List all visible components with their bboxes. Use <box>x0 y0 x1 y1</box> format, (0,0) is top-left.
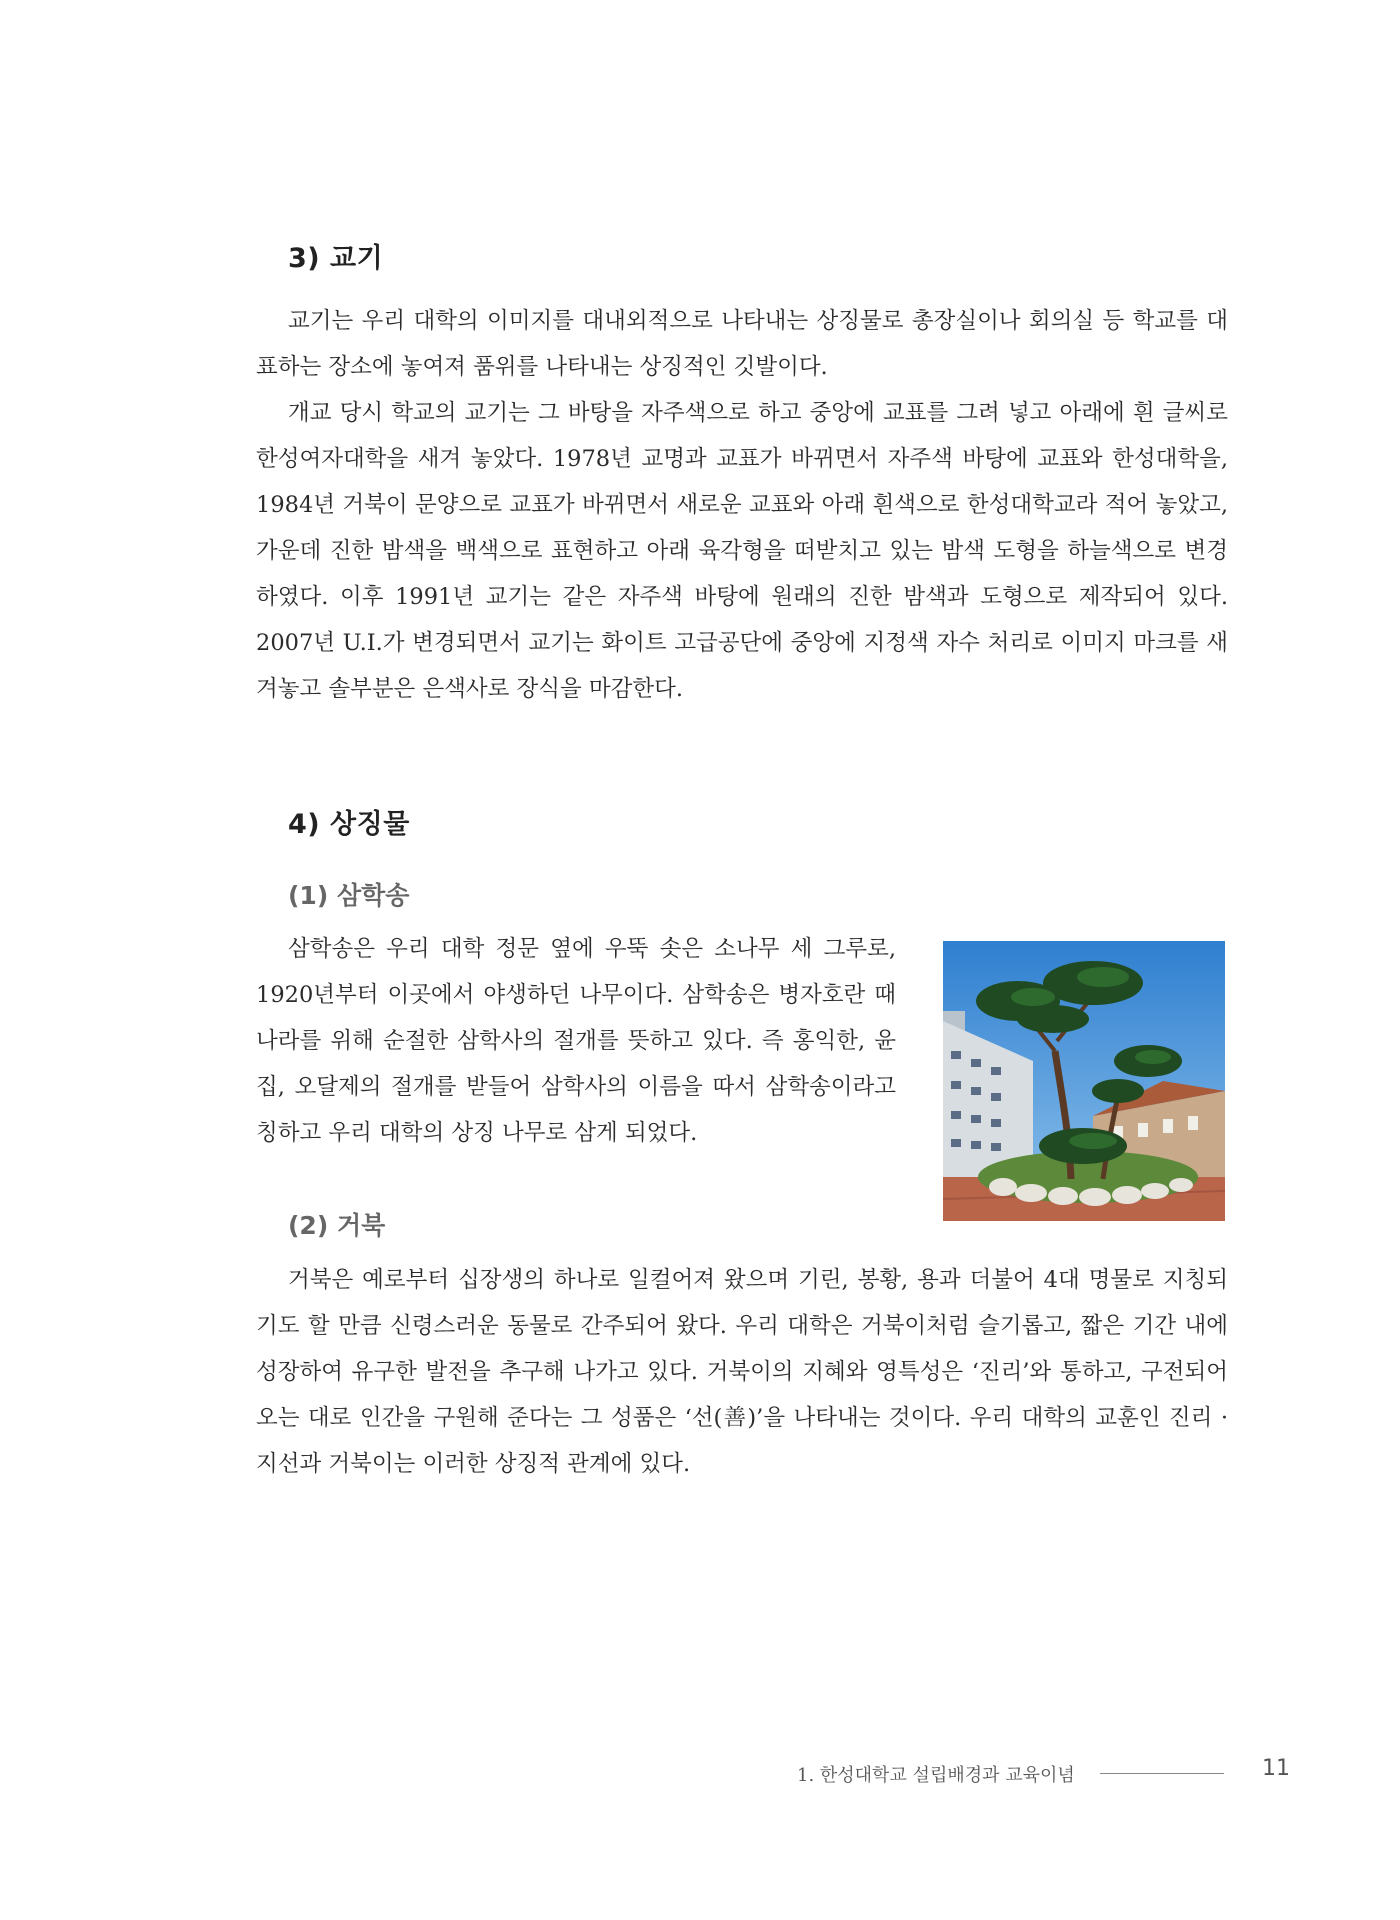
footer-rule <box>1100 1773 1224 1774</box>
footer-chapter-title: 1. 한성대학교 설립배경과 교육이념 <box>797 1765 1075 1786</box>
turtle-paragraph: 거북은 예로부터 십장생의 하나로 일컬어져 왔으며 기린, 봉황, 용과 더불어 4대 명물로 지칭되기도 할 만큼 신령스러운 동물로 간주되어 왔다. 우리 대학은 거북이처럼 슬기롭고, 짧은 기간 내에 성장하여 유구한 발전을 추구해 나가고 있다. 거북이의 지혜와 영특성은 ‘진리’와 통하고, 구전되어 오는 대로 인간을 구원해 준다는 그 성품은 ‘선(善)’을 나타내는 것이다. 우리 대학의 교훈인 진리 · 지선과 거북이는 이러한 상징적 관계에 있다. <box>256 1267 1228 1477</box>
page-number: 11 <box>1262 1756 1290 1781</box>
heading-turtle: (2) 거북 <box>288 1211 386 1240</box>
heading-flag: 3) 교기 <box>288 243 384 274</box>
heading-pine: (1) 삼학송 <box>288 881 410 910</box>
flag-paragraph-2: 개교 당시 학교의 교기는 그 바탕을 자주색으로 하고 중앙에 교표를 그려 넣고 아래에 흰 글씨로 한성여자대학을 새겨 놓았다. 1978년 교명과 교표가 바뀌면서 자주색 바탕에 교표와 한성대학을, 1984년 거북이 문양으로 교표가 바뀌면서 새로운 교표와 아래 흰색으로 한성대학교라 적어 놓았고, 가운데 진한 밤색을 백색으로 표현하고 아래 육각형을 떠받치고 있는 밤색 도형을 하늘색으로 변경하였다. 이후 1991년 교기는 같은 자주색 바탕에 원래의 진한 밤색과 도형으로 제작되어 있다. 2007년 U.I.가 변경되면서 교기는 화이트 고급공단에 중앙에 지정색 자수 처리로 이미지 마크를 새겨놓고 솔부분은 은색사로 장식을 마감한다. <box>256 400 1228 702</box>
flag-paragraph-1: 교기는 우리 대학의 이미지를 대내외적으로 나타내는 상징물로 총장실이나 회의실 등 학교를 대표하는 장소에 놓여져 품위를 나타내는 상징적인 깃발이다. <box>256 308 1228 380</box>
pine-paragraph: 삼학송은 우리 대학 정문 옆에 우뚝 솟은 소나무 세 그루로, 1920년부터 이곳에서 야생하던 나무이다. 삼학송은 병자호란 때 나라를 위해 순절한 삼학사의 절개를 뜻하고 있다. 즉 홍익한, 윤집, 오달제의 절개를 받들어 삼학사의 이름을 따서 삼학송이라고 칭하고 우리 대학의 상징 나무로 삼게 되었다. <box>256 936 896 1146</box>
pine-trees-photo <box>943 941 1225 1221</box>
heading-symbols: 4) 상징물 <box>288 809 410 840</box>
